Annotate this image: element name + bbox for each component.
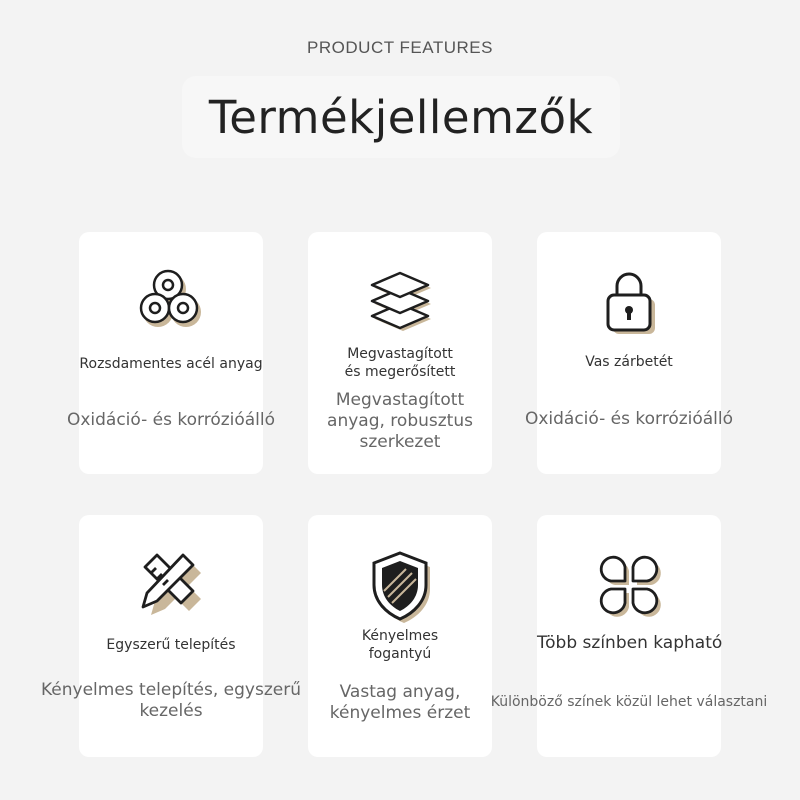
feature-description: Vastag anyag, kényelmes érzet <box>329 682 471 723</box>
feature-label: Rozsdamentes acél anyag <box>79 356 263 372</box>
feature-card-easy-install <box>41 515 301 757</box>
clover-icon <box>589 545 669 625</box>
feature-card-stainless-steel <box>66 232 276 474</box>
page-subtitle: PRODUCT FEATURES <box>307 38 493 57</box>
lock-icon <box>589 262 669 342</box>
feature-description: Kényelmes telepítés, egyszerű kezelés <box>41 680 301 721</box>
feature-label: Egyszerű telepítés <box>106 637 236 653</box>
tools-icon <box>131 545 211 625</box>
feature-description: Különböző színek közül lehet választani <box>490 694 768 710</box>
feature-card-iron-lock <box>524 232 734 474</box>
page-title: Termékjellemzők <box>208 90 594 144</box>
feature-card-thickened <box>308 232 492 474</box>
rolls-icon <box>131 262 211 342</box>
feature-label: Több színben kapható <box>537 633 723 653</box>
feature-card-colors <box>490 515 768 757</box>
feature-description: Oxidáció- és korrózióálló <box>524 409 734 429</box>
feature-description: Megvastagított anyag, robusztus szerkezet <box>327 390 473 452</box>
feature-description: Oxidáció- és korrózióálló <box>66 410 276 430</box>
shield-icon <box>360 547 440 627</box>
feature-card-handle <box>308 515 492 757</box>
feature-label: Kényelmes fogantyú <box>361 628 439 662</box>
feature-label: Megvastagított és megerősített <box>344 346 456 380</box>
feature-label: Vas zárbetét <box>585 354 673 370</box>
title-box <box>182 76 620 158</box>
layers-icon <box>360 260 440 340</box>
